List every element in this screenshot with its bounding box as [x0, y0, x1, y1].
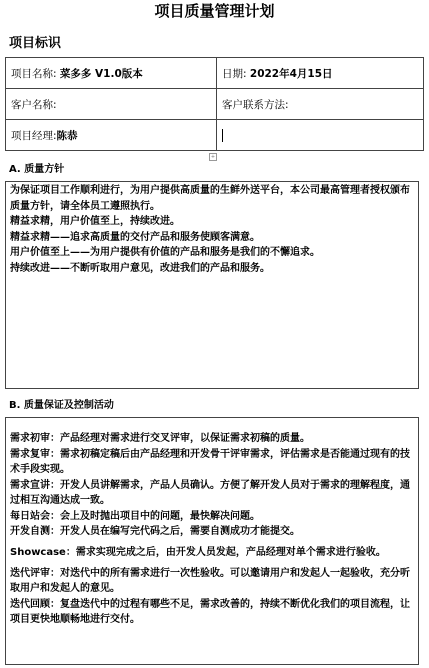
client-contact-label: 客户联系方法:: [222, 98, 289, 111]
policy-line: 用户价值至上——为用户提供有价值的产品和服务是我们的不懈追求。: [10, 247, 320, 258]
policy-line: 精益求精——追求高质量的交付产品和服务使顾客满意。: [10, 231, 260, 243]
qa-heading: B. 质量保证及控制活动: [9, 400, 114, 411]
project-name-value: 菜多多 V1.0版本: [59, 67, 143, 80]
table-resize-handle[interactable]: +: [210, 154, 216, 160]
qa-box[interactable]: [5, 417, 419, 665]
date-label: 日期:: [222, 67, 247, 80]
text-cursor: [222, 129, 223, 142]
policy-line: 为保证项目工作顺利进行，为用户提供高质量的生鲜外送平台，本公司最高管理者授权颁布质量方针，请全体员工遵照执行。: [10, 185, 410, 212]
section-title: 项目标识: [9, 36, 62, 51]
project-name-label: 项目名称:: [11, 67, 57, 80]
empty-cell[interactable]: [217, 120, 424, 151]
showcase-label: Showcase: [10, 546, 66, 558]
date-value: 2022年4月15日: [249, 67, 333, 80]
qa-line: 需求复审：需求初稿定稿后由产品经理和开发骨干评审需求，评估需求是否能通过现有的技术手段实现。: [10, 448, 410, 475]
showcase-line: [10, 540, 415, 566]
manager-cell[interactable]: [6, 120, 217, 151]
date-cell[interactable]: [217, 58, 424, 89]
quality-policy-box[interactable]: [5, 181, 419, 389]
showcase-text: ：需求实现完成之后，由开发人员发起，产品经理对单个需求进行验收。: [65, 546, 386, 558]
client-name-cell[interactable]: [6, 89, 217, 120]
project-info-table: [5, 57, 424, 151]
qa-line: 需求初审：产品经理对需求进行交叉评审，以保证需求初稿的质量。: [10, 433, 310, 444]
policy-line: 持续改进——不断听取用户意见，改进我们的产品和服务。: [10, 262, 270, 274]
manager-value: 陈恭: [56, 129, 78, 142]
qa-line: 需求宣讲：开发人员讲解需求，产品人员确认。方便了解开发人员对于需求的理解程度，通过相互沟通达成一致。: [10, 479, 410, 506]
client-contact-cell[interactable]: [217, 89, 424, 120]
qa-line: 迭代评审：对迭代中的所有需求进行一次性验收。可以邀请用户和发起人一起验收，充分听取用户和发起人的意见。: [10, 567, 410, 594]
client-name-label: 客户名称:: [11, 98, 57, 111]
page-title: 项目质量管理计划: [154, 2, 275, 20]
qa-line: 开发自测：开发人员在编写完代码之后，需要自测成功才能提交。: [10, 526, 300, 537]
policy-line: 精益求精，用户价值至上，持续改进。: [10, 216, 180, 227]
qa-line: 每日站会：会上及时抛出项目中的问题，最快解决问题。: [10, 510, 260, 522]
qa-line: 迭代回顾：复盘迭代中的过程有哪些不足，需求改善的，持续不断优化我们的项目流程，让项目更快地顺畅地进行交付。: [10, 598, 410, 625]
project-name-cell[interactable]: [6, 58, 217, 89]
manager-label: 项目经理:: [11, 129, 57, 142]
quality-policy-heading: A. 质量方针: [9, 164, 65, 175]
